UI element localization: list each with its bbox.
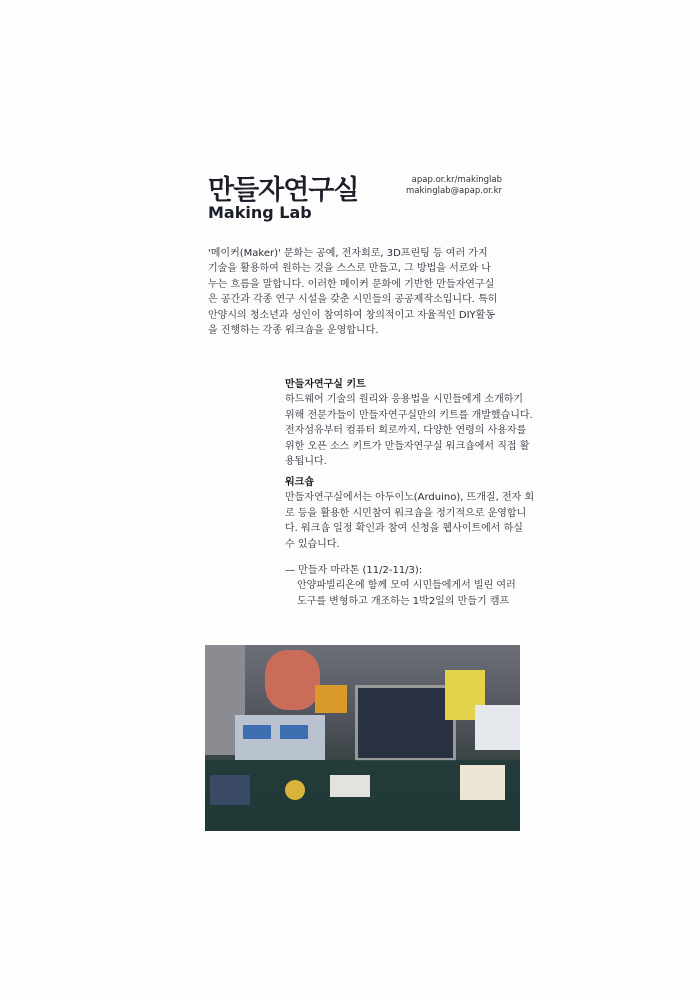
section-workshop — [285, 475, 535, 552]
contact-info — [406, 175, 502, 197]
event-title: — 만들자 마라톤 (11/2-11/3): — [285, 565, 423, 576]
section-body: 하드웨어 기술의 원리와 응용법을 시민들에게 소개하기 위해 전문가들이 만들자연구실만의 키트를 개발했습니다. 전자섬유부터 컴퓨터 회로까지, 다양한 연령의 사용자를 위한 오픈 소스 키트가 만들자연구실 워크숍에서 직접 활용됩니다. — [285, 394, 533, 468]
page-subtitle: Making Lab — [208, 203, 312, 222]
lab-photo — [205, 645, 520, 831]
section-heading: 만들자연구실 키트 — [285, 379, 366, 390]
section-heading: 워크숍 — [285, 477, 314, 488]
intro-paragraph: '메이커(Maker)' 문화는 공예, 전자회로, 3D프린팅 등 여러 가지 기술을 활용하여 원하는 것을 스스로 만들고, 그 방법을 서로와 나누는 흐름을 말합니다. 이러한 메이커 문화에 기반한 만들자연구실은 공간과 각종 연구 시설을 갖춘 시민들의 공공제작소입니다. 특히 안양시의 청소년과 성인이 참여하여 창의적이고 자율적인 DIY활동을 진행하는 각종 워크숍을 운영합니다. — [208, 248, 498, 337]
section-body: 만들자연구실에서는 아두이노(Arduino), 뜨개질, 전자 회로 등을 활용한 시민참여 워크숍을 정기적으로 운영합니다. 워크숍 일정 확인과 참여 신청을 웹사이트에서 하실 수 있습니다. — [285, 492, 535, 550]
email-link[interactable]: makinglab@apap.or.kr — [406, 186, 502, 196]
event-description: 안양파빌리온에 함께 모여 시민들에게서 빌린 여러 도구를 변형하고 개조하는 1박2일의 만들기 캠프 — [297, 580, 516, 607]
page-title: 만들자연구실 — [208, 175, 359, 206]
event-note — [285, 563, 525, 609]
section-kit — [285, 377, 535, 469]
website-link[interactable]: apap.or.kr/makinglab — [411, 175, 502, 185]
